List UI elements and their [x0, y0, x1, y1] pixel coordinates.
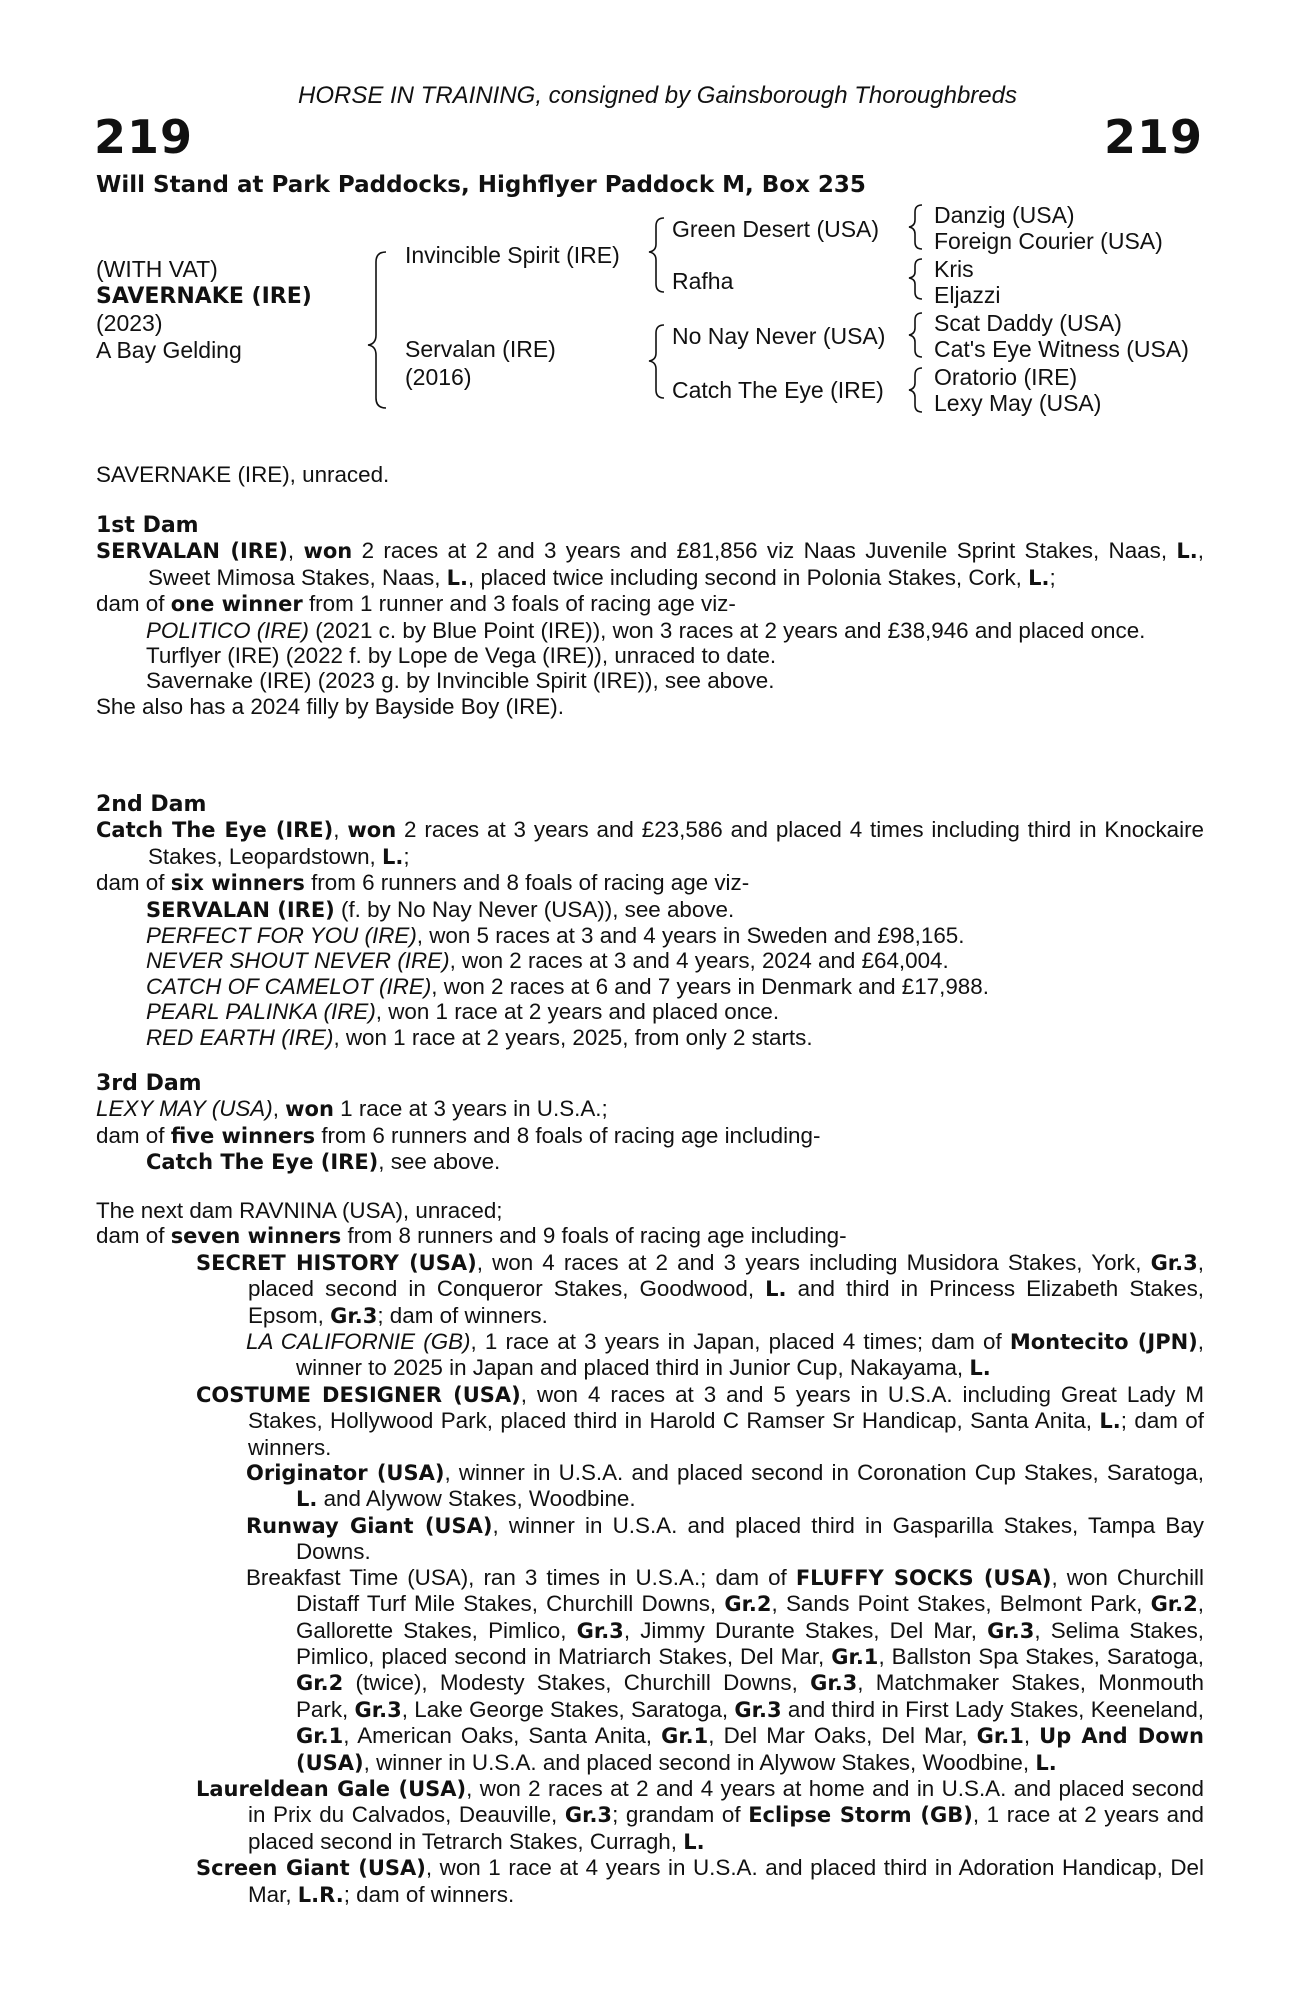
descendant-la-californie: LA CALIFORNIE (GB), 1 race at 3 years in Japan, placed 4 times; dam of Montecito (JPN), winner to 2025 in Japan and placed third in Junior Cup, Nakayama, L. — [246, 1329, 1204, 1381]
next-dam-section — [96, 1198, 1204, 1908]
next-dam-produce-costume-designer: COSTUME DESIGNER (USA), won 4 races at 3 and 5 years in U.S.A. including Great Lady M Stakes, Hollywood Park, placed third in Harold C Ramser Sr Handicap, Santa Anita, L.; dam of winners. — [196, 1381, 1204, 1460]
third-dam-section — [96, 1071, 1204, 1176]
dam-dam: Catch The Eye (IRE) — [672, 377, 884, 403]
race-record: SAVERNAKE (IRE), unraced. — [96, 462, 390, 487]
next-dam-produce-screen-giant: Screen Giant (USA), won 1 race at 4 years in U.S.A. and placed third in Adoration Handicap, Del Mar, L.R.; dam of winners. — [196, 1855, 1204, 1907]
next-dam-produce-summary: dam of seven winners from 8 runners and 9 foals of racing age including- — [96, 1223, 847, 1249]
horse-name: SAVERNAKE (IRE) — [96, 284, 312, 309]
ancestor-4: Eljazzi — [934, 282, 1001, 308]
third-dam-produce-1: Catch The Eye (IRE), see above. — [146, 1149, 501, 1175]
third-dam-name: LEXY MAY (USA) — [96, 1096, 273, 1122]
second-dam-produce-1: SERVALAN (IRE) (f. by No Nay Never (USA)), see above. — [146, 896, 735, 922]
first-dam-produce-2: Turflyer (IRE) (2022 f. by Lope de Vega (IRE)), unraced to date. — [146, 643, 777, 669]
lot-number-right: 219 — [1103, 110, 1203, 164]
first-dam-produce-3: Savernake (IRE) (2023 g. by Invincible Spirit (IRE)), see above. — [146, 668, 775, 694]
dam-year: (2016) — [405, 364, 472, 390]
lot-number-left: 219 — [94, 110, 194, 164]
first-dam-note: She also has a 2024 filly by Bayside Boy (IRE). — [96, 693, 564, 719]
second-dam-produce-3: NEVER SHOUT NEVER (IRE), won 2 races at 3 and 4 years, 2024 and £64,004. — [146, 948, 949, 974]
second-dam-produce-4: CATCH OF CAMELOT (IRE), won 2 races at 6 and 7 years in Denmark and £17,988. — [146, 973, 989, 999]
ancestor-8: Lexy May (USA) — [934, 390, 1102, 416]
dam-sire: No Nay Never (USA) — [672, 323, 886, 349]
sire: Invincible Spirit (IRE) — [405, 242, 620, 268]
first-dam-produce-1: POLITICO (IRE) (2021 c. by Blue Point (IRE)), won 3 races at 2 years and £38,946 and placed once. — [146, 617, 1146, 643]
first-dam-produce-summary: dam of one winner from 1 runner and 3 foals of racing age viz- — [96, 591, 736, 617]
descendant-originator: Originator (USA), winner in U.S.A. and placed second in Coronation Cup Stakes, Saratoga, L. and Alywow Stakes, Woodbine. — [246, 1460, 1204, 1512]
ancestor-1: Danzig (USA) — [934, 202, 1075, 228]
second-dam-section — [96, 792, 1204, 1050]
horse-summary — [96, 462, 1204, 487]
vat-note: (WITH VAT) — [96, 256, 218, 282]
second-dam-heading: 2nd Dam — [96, 792, 207, 817]
next-dam-produce-laureldean-gale: Laureldean Gale (USA), won 2 races at 2 and 4 years at home and in U.S.A. and placed second in Prix du Calvados, Deauville, Gr.3; grandam of Eclipse Storm (GB), 1 race at 2 years and placed second in Tetrarch Stakes, Curragh, L. — [196, 1775, 1205, 1854]
third-dam-record: LEXY MAY (USA), won 1 race at 3 years in U.S.A.; — [96, 1096, 608, 1122]
second-dam-name: Catch The Eye (IRE) — [96, 818, 334, 843]
ancestor-5: Scat Daddy (USA) — [934, 310, 1122, 336]
third-dam-produce-summary: dam of five winners from 6 runners and 8 foals of racing age including- — [96, 1122, 821, 1148]
ancestor-6: Cat's Eye Witness (USA) — [934, 336, 1189, 362]
ancestor-2: Foreign Courier (USA) — [934, 228, 1163, 254]
won-label: won — [303, 539, 353, 564]
stabling-location: Will Stand at Park Paddocks, Highflyer Paddock M, Box 235 — [96, 172, 866, 198]
next-dam-record: The next dam RAVNINA (USA), unraced; — [96, 1198, 503, 1223]
first-dam-heading: 1st Dam — [96, 513, 199, 538]
second-dam-produce-6: RED EARTH (IRE), won 1 race at 2 years, 2025, from only 2 starts. — [146, 1024, 813, 1050]
first-dam-record: SERVALAN (IRE), won 2 races at 2 and 3 years and £81,856 viz Naas Juvenile Sprint Stakes, Naas, L., Sweet Mimosa Stakes, Naas, L., placed twice including second in Polonia Stakes, Cork, L.; — [96, 538, 1204, 590]
second-dam-record: Catch The Eye (IRE), won 2 races at 3 years and £23,586 and placed 4 times including third in Knockaire Stakes, Leopardstown, L.; — [96, 817, 1204, 869]
descendant-breakfast-time: Breakfast Time (USA), ran 3 times in U.S.A.; dam of FLUFFY SOCKS (USA), won Churchill Distaff Turf Mile Stakes, Churchill Downs, Gr.2, Sands Point Stakes, Belmont Park, Gr.2, Gallorette Stakes, Pimlico, Gr.3, Jimmy Durante Stakes, Del Mar, Gr.3, Selima Stakes, Pimlico, placed second in Matriarch Stakes, Del Mar, Gr.1, Ballston Spa Stakes, Saratoga, Gr.2 (twice), Modesty Stakes, Churchill Downs, Gr.3, Matchmaker Stakes, Monmouth Park, Gr.3, Lake George Stakes, Saratoga, Gr.3 and third in First Lady Stakes, Keeneland, Gr.1, American Oaks, Santa Anita, Gr.1, Del Mar Oaks, Del Mar, Gr.1, Up And Down (USA), winner in U.S.A. and placed second in Alywow Stakes, Woodbine, L. — [246, 1564, 1204, 1775]
consignment-header: HORSE IN TRAINING, consigned by Gainsborough Thoroughbreds — [297, 82, 1017, 109]
second-dam-produce-2: PERFECT FOR YOU (IRE), won 5 races at 3 and 4 years in Sweden and £98,165. — [146, 923, 965, 949]
third-dam-heading: 3rd Dam — [96, 1071, 202, 1096]
ancestor-7: Oratorio (IRE) — [934, 364, 1078, 390]
descendant-runway-giant: Runway Giant (USA), winner in U.S.A. and placed third in Gasparilla Stakes, Tampa Bay Downs. — [246, 1512, 1204, 1565]
sire-dam: Rafha — [672, 268, 734, 294]
horse-year: (2023) — [96, 310, 163, 336]
first-dam-section — [96, 513, 1204, 719]
ancestor-3: Kris — [934, 256, 974, 282]
second-dam-produce-summary: dam of six winners from 6 runners and 8 foals of racing age viz- — [96, 870, 750, 896]
sire-sire: Green Desert (USA) — [672, 216, 880, 242]
second-dam-produce-5: PEARL PALINKA (IRE), won 1 race at 2 years and placed once. — [146, 999, 780, 1025]
next-dam-produce-secret-history: SECRET HISTORY (USA), won 4 races at 2 and 3 years including Musidora Stakes, York, Gr.3, placed second in Conqueror Stakes, Goodwood, L. and third in Princess Elizabeth Stakes, Epsom, Gr.3; dam of winners. — [196, 1249, 1204, 1328]
dam: Servalan (IRE) — [405, 336, 556, 362]
horse-description: A Bay Gelding — [96, 337, 242, 363]
first-dam-name: SERVALAN (IRE) — [96, 539, 288, 564]
